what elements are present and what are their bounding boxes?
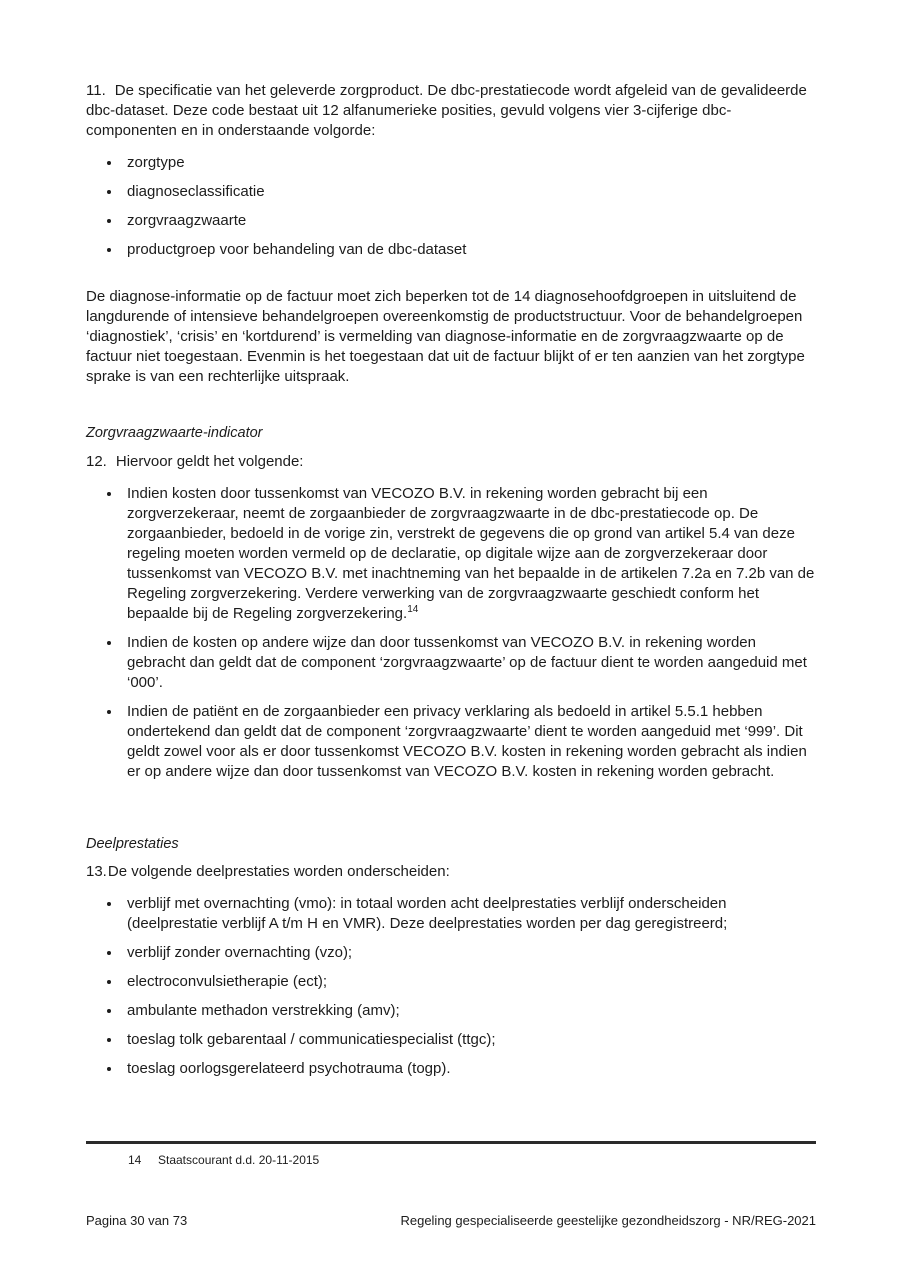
bullet-icon (107, 492, 111, 496)
diagnose-paragraph: De diagnose-informatie op de factuur moet zich beperken tot de 14 diagnosehoofdgroepen in uitsluitend de langdurende of intensieve behandelgroepen overeenkomstig de productstructuur. Voor de behandelgroepen ‘diagnostiek’, ‘crisis’ en ‘kortdurend’ is vermelding van diagnose-informatie en de zorgvraagzwaarte op de factuur niet toegestaan. Evenmin is het toegestaan dat uit de factuur blijkt of er ten aanzien van het zorgtype sprake is van een rechterlijke uitspraak. (86, 288, 805, 385)
item-11-number: 11. (86, 82, 106, 99)
item-13-paragraph (86, 862, 816, 882)
page-footer (86, 1213, 816, 1229)
bullet-icon (107, 1009, 111, 1013)
bullet-icon (107, 710, 111, 714)
section-heading-deelprestaties: Deelprestaties (86, 836, 179, 852)
item-13-number: 13. (86, 863, 107, 880)
item-11-paragraph (86, 81, 816, 141)
list-item: diagnoseclassificatie (86, 182, 816, 202)
bullet-text: Indien de patiënt en de zorgaanbieder een privacy verklaring als bedoeld in artikel 5.5.1 hebben ondertekend dan geldt dat de component ‘zorgvraagzwaarte’ dient te worden aangeduid met ‘999’. Dit geldt zowel voor als er door tussenkomst VECOZO B.V. kosten in rekening worden gebracht als indien er op andere wijze dan door tussenkomst van VECOZO B.V. kosten in rekening worden gebracht. (127, 703, 807, 780)
list-item: verblijf met overnachting (vmo): in totaal worden acht deelprestaties verblijf onderscheiden (deelprestatie verblijf A t/m H en VMR). Deze deelprestaties worden per dag geregistreerd; (86, 894, 816, 934)
list-item: ambulante methadon verstrekking (amv); (86, 1001, 816, 1021)
item-12-number: 12. (86, 453, 107, 470)
document-body (86, 81, 816, 1079)
footnote (128, 1153, 816, 1168)
list-item (86, 484, 816, 624)
footnote-area (86, 1141, 816, 1168)
bullet-icon (107, 641, 111, 645)
bullet-icon (107, 248, 111, 252)
bullet-icon (107, 951, 111, 955)
item-11-bullet-list (86, 153, 816, 260)
list-item: zorgtype (86, 153, 816, 173)
list-item: zorgvraagzwaarte (86, 211, 816, 231)
item-13-text: De volgende deelprestaties worden onderscheiden: (107, 863, 450, 880)
list-item: toeslag tolk gebarentaal / communicatiespecialist (ttgc); (86, 1030, 816, 1050)
bullet-text: Indien de kosten op andere wijze dan door tussenkomst van VECOZO B.V. in rekening worden gebracht dan geldt dat de component ‘zorgvraagzwaarte’ op de factuur dient te worden aangeduid met ‘000’. (127, 634, 807, 691)
list-item (86, 702, 816, 782)
bullet-text: Indien kosten door tussenkomst van VECOZO B.V. in rekening worden gebracht bij een zorgverzekeraar, neemt de zorgaanbieder de zorgvraagzwaarte in de dbc-prestatiecode op. De zorgaanbieder, bedoeld in de vorige zin, verstrekt de gegevens die op grond van artikel 5.4 van deze regeling moeten worden vermeld op de declaratie, op digitale wijze aan de zorgverzekeraar door tussenkomst van VECOZO B.V. met inachtneming van het bepaalde in de artikelen 7.2a en 7.2b van de Regeling zorgverzekering. Verdere verwerking van de zorgvraagzwaarte geschiedt conform het bepaalde bij de Regeling zorgverzekering. (127, 485, 815, 622)
item-12-text: Hiervoor geldt het volgende: (115, 453, 304, 470)
bullet-icon (107, 190, 111, 194)
section-heading-zorgvraagzwaarte: Zorgvraagzwaarte-indicator (86, 425, 263, 441)
bullet-icon (107, 219, 111, 223)
bullet-icon (107, 1038, 111, 1042)
footnote-reference: 14 (407, 604, 419, 615)
bullet-icon (107, 1067, 111, 1071)
list-item: toeslag oorlogsgerelateerd psychotrauma (togp). (86, 1059, 816, 1079)
item-13-bullet-list (86, 894, 816, 1079)
footnote-number: 14 (128, 1153, 142, 1167)
footer-document-title: Regeling gespecialiseerde geestelijke gezondheidszorg - NR/REG-2021 (400, 1213, 816, 1228)
footnote-divider (86, 1141, 816, 1144)
bullet-icon (107, 902, 111, 906)
item-12-paragraph (86, 452, 816, 472)
list-item: productgroep voor behandeling van de dbc-dataset (86, 240, 816, 260)
item-12-bullet-list (86, 484, 816, 782)
footer-page-number: Pagina 30 van 73 (86, 1213, 188, 1228)
list-item: verblijf zonder overnachting (vzo); (86, 943, 816, 963)
bullet-icon (107, 980, 111, 984)
list-item: electroconvulsietherapie (ect); (86, 972, 816, 992)
bullet-icon (107, 161, 111, 165)
list-item (86, 633, 816, 693)
footnote-text: Staatscourant d.d. 20-11-2015 (158, 1153, 320, 1167)
item-11-text: De specificatie van het geleverde zorgproduct. De dbc-prestatiecode wordt afgeleid van de gevalideerde dbc-dataset. Deze code bestaat uit 12 alfanumerieke posities, gevuld volgens vier 3-cijferige dbc-componenten en in onderstaande volgorde: (86, 82, 807, 139)
